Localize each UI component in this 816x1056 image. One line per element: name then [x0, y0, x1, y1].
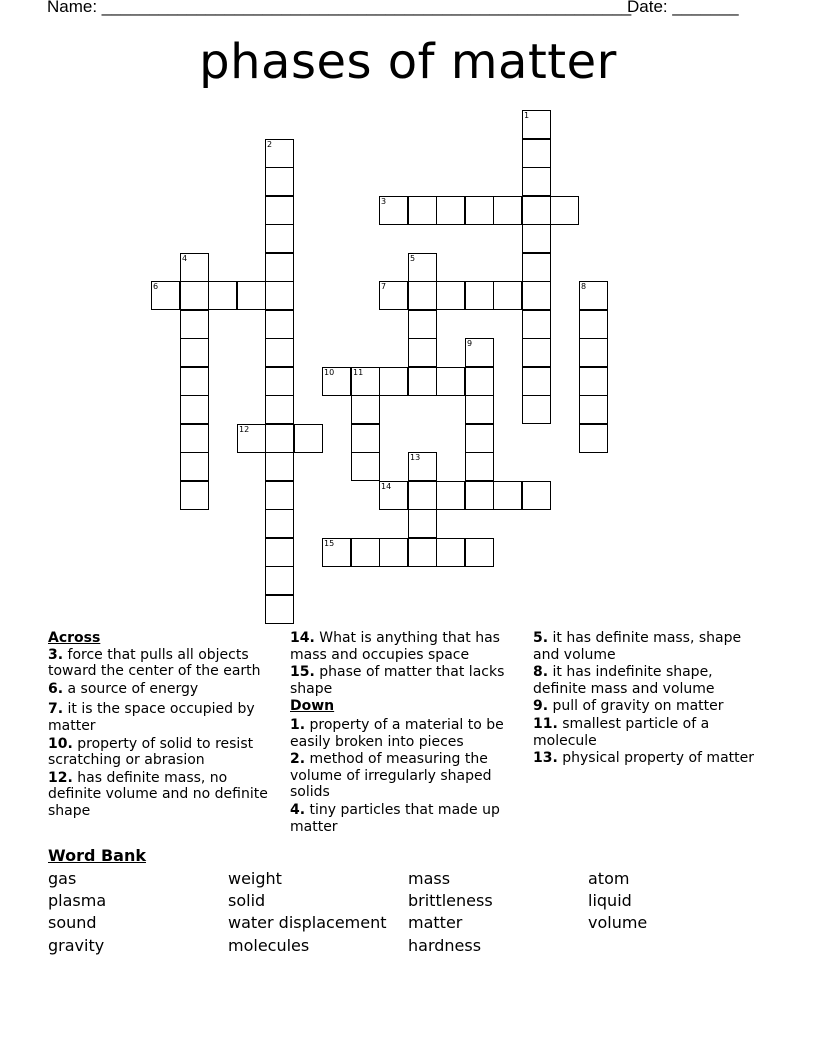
clue-down-1: [290, 717, 522, 750]
crossword-cell[interactable]: [408, 509, 437, 538]
clue-number: 2.: [290, 751, 306, 768]
crossword-cell[interactable]: [322, 538, 351, 567]
crossword-cell[interactable]: [465, 481, 494, 510]
clue-across-6: [48, 681, 283, 698]
word-bank-word: hardness: [408, 936, 482, 955]
clue-text: it has indefinite shape, definite mass and volume: [533, 664, 715, 697]
crossword-cell[interactable]: [550, 196, 579, 225]
crossword-cell[interactable]: [408, 338, 437, 367]
crossword-cell[interactable]: [408, 538, 437, 567]
name-field-label: Name: ________________________________________________________: [47, 0, 632, 16]
clue-text: property of solid to resist scratching or abrasion: [48, 735, 254, 769]
clue-across-3: [48, 647, 283, 680]
crossword-cell[interactable]: [351, 395, 380, 424]
cell-number: 13: [410, 453, 421, 462]
crossword-cell[interactable]: [522, 395, 551, 424]
cell-number: 1: [524, 111, 530, 120]
crossword-cell[interactable]: [351, 538, 380, 567]
clue-text: pull of gravity on matter: [552, 698, 724, 715]
cell-number: 9: [467, 339, 473, 348]
crossword-cell[interactable]: [237, 281, 266, 310]
cell-number: 7: [381, 282, 387, 291]
clue-text: a source of energy: [67, 680, 199, 697]
crossword-cell[interactable]: [522, 139, 551, 168]
crossword-cell[interactable]: [465, 196, 494, 225]
crossword-cell[interactable]: [522, 224, 551, 253]
crossword-cell[interactable]: [265, 167, 294, 196]
cell-number: 8: [581, 282, 587, 291]
crossword-cell[interactable]: [493, 281, 522, 310]
cell-number: 15: [324, 539, 335, 548]
clue-down-9: [533, 698, 763, 715]
crossword-cell[interactable]: [408, 253, 437, 282]
crossword-cell[interactable]: [265, 253, 294, 282]
clue-across-12: [48, 770, 283, 820]
clue-down-13: [533, 750, 763, 767]
word-bank-word: plasma: [48, 891, 107, 910]
cell-number: 2: [267, 140, 273, 149]
clue-text: has definite mass, no definite volume and no definite shape: [48, 769, 268, 819]
cell-number: 3: [381, 197, 387, 206]
word-bank-word: water displacement: [228, 913, 387, 932]
clue-text: property of a material to be easily broken into pieces: [290, 716, 504, 750]
clue-text: physical property of matter: [562, 750, 754, 767]
crossword-cell[interactable]: [265, 310, 294, 339]
crossword-cell[interactable]: [208, 281, 237, 310]
crossword-cell[interactable]: [579, 395, 608, 424]
crossword-cell[interactable]: [379, 281, 408, 310]
crossword-cell[interactable]: [408, 310, 437, 339]
cell-number: 6: [153, 282, 159, 291]
crossword-cell[interactable]: [265, 538, 294, 567]
crossword-cell[interactable]: [436, 538, 465, 567]
cell-number: 5: [410, 254, 416, 263]
crossword-cell[interactable]: [465, 281, 494, 310]
crossword-cell[interactable]: [408, 481, 437, 510]
crossword-cell[interactable]: [408, 196, 437, 225]
crossword-cell[interactable]: [465, 395, 494, 424]
crossword-cell[interactable]: [522, 253, 551, 282]
crossword-cell[interactable]: [180, 310, 209, 339]
clues-column-1: [48, 630, 283, 821]
crossword-cell[interactable]: [351, 452, 380, 481]
crossword-cell[interactable]: [522, 367, 551, 396]
clue-down-5: [533, 630, 763, 663]
cell-number: 11: [353, 368, 364, 377]
crossword-cell[interactable]: [579, 338, 608, 367]
crossword-cell[interactable]: [180, 338, 209, 367]
crossword-cell[interactable]: [522, 196, 551, 225]
word-bank-word: gravity: [48, 936, 105, 955]
clue-text: it has definite mass, shape and volume: [533, 630, 742, 663]
crossword-cell[interactable]: [579, 281, 608, 310]
clue-down-11: [533, 716, 763, 749]
clue-number: 3.: [48, 646, 64, 663]
crossword-cell[interactable]: [379, 367, 408, 396]
clue-text: it is the space occupied by matter: [48, 701, 255, 734]
crossword-cell[interactable]: [522, 310, 551, 339]
word-bank-word: liquid: [588, 891, 632, 910]
clue-number: 13.: [533, 750, 558, 767]
crossword-cell[interactable]: [436, 281, 465, 310]
clue-text: force that pulls all objects toward the center of the earth: [48, 646, 261, 680]
crossword-cell[interactable]: [265, 566, 294, 595]
clue-number: 5.: [533, 630, 549, 646]
word-bank-word: brittleness: [408, 891, 493, 910]
crossword-cell[interactable]: [579, 367, 608, 396]
crossword-cell[interactable]: [465, 538, 494, 567]
crossword-cell[interactable]: [265, 509, 294, 538]
crossword-cell[interactable]: [522, 281, 551, 310]
date-field-label: Date: _______: [627, 0, 739, 16]
crossword-cell[interactable]: [522, 167, 551, 196]
clue-across-15: [290, 664, 522, 697]
crossword-cell[interactable]: [180, 395, 209, 424]
crossword-cell[interactable]: [379, 481, 408, 510]
crossword-cell[interactable]: [351, 367, 380, 396]
crossword-cell[interactable]: [522, 481, 551, 510]
crossword-cell[interactable]: [265, 367, 294, 396]
crossword-cell[interactable]: [465, 338, 494, 367]
crossword-cell[interactable]: [180, 481, 209, 510]
crossword-cell[interactable]: [351, 424, 380, 453]
crossword-cell[interactable]: [237, 424, 266, 453]
crossword-cell[interactable]: [265, 139, 294, 168]
clue-number: 7.: [48, 701, 64, 718]
crossword-cell[interactable]: [265, 338, 294, 367]
cell-number: 4: [182, 254, 188, 263]
word-bank-word: gas: [48, 869, 77, 888]
clue-number: 12.: [48, 769, 73, 786]
clue-text: What is anything that has mass and occupies space: [290, 630, 500, 663]
clue-down-8: [533, 664, 763, 697]
clue-text: method of measuring the volume of irregularly shaped solids: [290, 751, 492, 801]
crossword-cell[interactable]: [522, 338, 551, 367]
crossword-cell[interactable]: [436, 367, 465, 396]
cell-number: 12: [239, 425, 250, 434]
crossword-cell[interactable]: [465, 424, 494, 453]
crossword-cell[interactable]: [294, 424, 323, 453]
crossword-cell[interactable]: [436, 196, 465, 225]
crossword-cell[interactable]: [322, 367, 351, 396]
clue-across-10: [48, 736, 283, 769]
clue-number: 15.: [290, 664, 315, 681]
cell-number: 14: [381, 482, 392, 491]
crossword-cell[interactable]: [493, 481, 522, 510]
word-bank-word: atom: [588, 869, 630, 888]
crossword-cell[interactable]: [180, 367, 209, 396]
clue-number: 14.: [290, 630, 315, 646]
clue-down-4: [290, 802, 522, 835]
crossword-cell[interactable]: [265, 395, 294, 424]
crossword-cell[interactable]: [180, 452, 209, 481]
crossword-cell[interactable]: [265, 224, 294, 253]
crossword-cell[interactable]: [465, 452, 494, 481]
crossword-cell[interactable]: [265, 281, 294, 310]
clues-column-2: [290, 630, 522, 836]
crossword-cell[interactable]: [379, 538, 408, 567]
word-bank-word: volume: [588, 913, 648, 932]
crossword-cell[interactable]: [408, 452, 437, 481]
crossword-cell[interactable]: [436, 481, 465, 510]
clue-text: phase of matter that lacks shape: [290, 664, 505, 697]
clue-number: 10.: [48, 735, 73, 752]
word-bank-word: mass: [408, 869, 451, 888]
crossword-cell[interactable]: [379, 196, 408, 225]
clue-number: 9.: [533, 698, 549, 715]
crossword-cell[interactable]: [265, 481, 294, 510]
clue-number: 8.: [533, 664, 549, 681]
crossword-cell[interactable]: [408, 367, 437, 396]
crossword-cell[interactable]: [180, 253, 209, 282]
clue-number: 6.: [48, 680, 64, 697]
clue-number: 11.: [533, 715, 558, 732]
word-bank-word: weight: [228, 869, 282, 888]
down-heading: Down: [290, 698, 335, 715]
clue-text: tiny particles that made up matter: [290, 801, 500, 835]
crossword-cell[interactable]: [408, 281, 437, 310]
crossword-cell[interactable]: [180, 424, 209, 453]
word-bank-word: sound: [48, 913, 97, 932]
crossword-cell[interactable]: [265, 196, 294, 225]
word-bank-word: solid: [228, 891, 266, 910]
word-bank-word: molecules: [228, 936, 310, 955]
clue-text: smallest particle of a molecule: [533, 715, 710, 749]
page-title: phases of matter: [199, 34, 617, 90]
crossword-cell[interactable]: [180, 281, 209, 310]
crossword-cell[interactable]: [465, 367, 494, 396]
across-heading: Across: [48, 630, 101, 646]
cell-number: 10: [324, 368, 335, 377]
crossword-cell[interactable]: [265, 424, 294, 453]
crossword-cell[interactable]: [579, 424, 608, 453]
clue-number: 1.: [290, 716, 306, 733]
clue-number: 4.: [290, 801, 306, 818]
crossword-cell[interactable]: [265, 452, 294, 481]
clue-down-2: [290, 751, 522, 801]
crossword-cell[interactable]: [522, 110, 551, 139]
crossword-cell[interactable]: [493, 196, 522, 225]
crossword-cell[interactable]: [265, 595, 294, 624]
crossword-cell[interactable]: [151, 281, 180, 310]
word-bank-word: matter: [408, 913, 463, 932]
clue-across-7: [48, 701, 283, 734]
word-bank-title: Word Bank: [48, 846, 147, 865]
crossword-cell[interactable]: [579, 310, 608, 339]
clue-across-14: [290, 630, 522, 663]
clues-column-3: [533, 630, 763, 768]
